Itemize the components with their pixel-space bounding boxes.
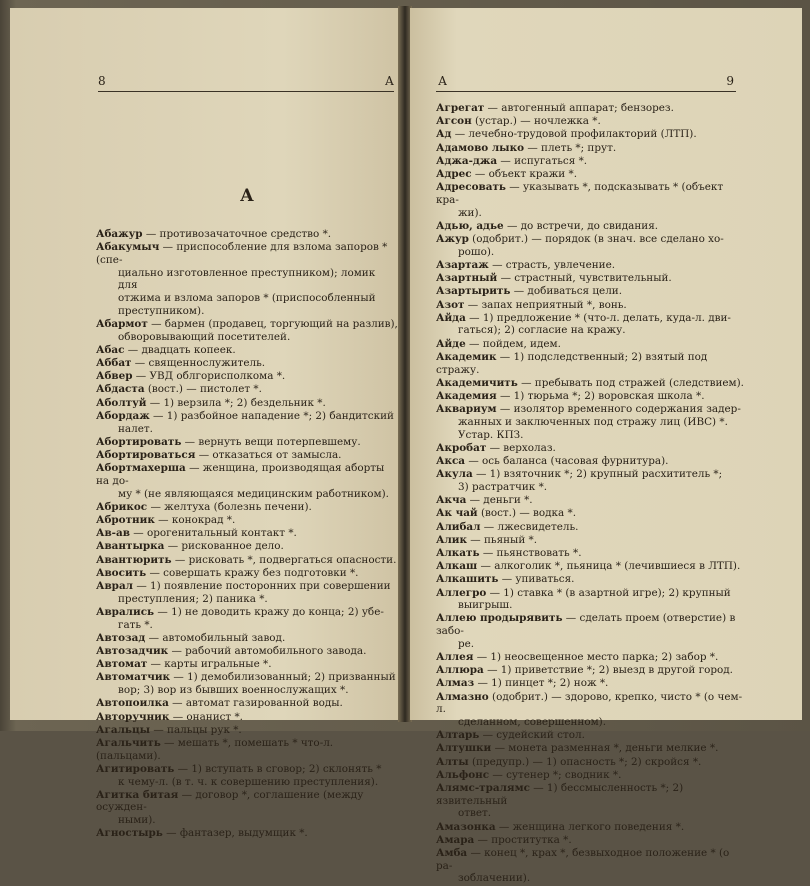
- dictionary-entry: [96, 554, 398, 567]
- entry-definition: преступником).: [118, 304, 205, 317]
- entry-definition: — отказаться от замысла.: [195, 448, 342, 461]
- entry-headword: Абортмахерша: [96, 462, 186, 475]
- dictionary-entry: [436, 782, 744, 820]
- entry-definition: — добиваться цели.: [510, 285, 623, 298]
- entry-definition: — рабочий автомобильного завода.: [168, 645, 367, 657]
- entry-definition: — лжесвидетель.: [480, 520, 579, 533]
- entry-definition: — проститутка *.: [474, 833, 572, 846]
- dictionary-entry: [96, 671, 398, 696]
- dictionary-entry: [436, 299, 744, 312]
- dictionary-entry: [96, 606, 398, 631]
- entry-definition: (устар.) — ночлежка *.: [471, 115, 601, 128]
- right-running-letter: А: [438, 74, 448, 88]
- entry-headword: Абротник: [96, 513, 155, 526]
- dictionary-entry: [436, 547, 744, 560]
- dictionary-entry: [436, 677, 744, 690]
- dictionary-entry: [96, 658, 398, 671]
- dictionary-entry: [436, 142, 744, 155]
- dictionary-entry: [436, 560, 744, 573]
- entry-definition: — 1) предложение * (что-л. делать, куда-л. дви-: [465, 311, 731, 324]
- entry-headword: Ажур: [436, 233, 469, 246]
- dictionary-entry: [436, 573, 744, 586]
- dictionary-entry: [436, 691, 744, 729]
- entry-definition: — изолятор временного содержания задер-: [496, 403, 741, 416]
- entry-definition: — 1) вступать в сговор; 2) склонять *: [174, 762, 382, 775]
- left-page: [10, 8, 400, 840]
- entry-definition: — ось баланса (часовая фурнитура).: [465, 454, 669, 467]
- entry-headword: Аббат: [96, 357, 132, 370]
- entry-definition: жанных и заключенных под стражу лиц (ИВС) *.: [458, 415, 728, 428]
- entry-headword: Агальчить: [96, 736, 161, 749]
- dictionary-entry: [96, 527, 398, 540]
- entry-definition: — 1) бессмысленность *; 2) язвительный: [436, 782, 684, 807]
- dictionary-entry: [96, 645, 398, 658]
- entry-definition: — объект кражи *.: [471, 168, 578, 181]
- entry-definition: — конокрад *.: [154, 513, 236, 526]
- dictionary-entry: [436, 507, 744, 520]
- dictionary-entry: [436, 664, 744, 677]
- entry-headword: Амара: [436, 833, 475, 846]
- dictionary-entry: [96, 567, 398, 580]
- entry-headword: Агностырь: [96, 827, 163, 840]
- entry-definition: — 1) пинцет *; 2) нож *.: [474, 677, 609, 690]
- dictionary-entry: [436, 455, 744, 468]
- entry-definition: — карты игральные *.: [147, 658, 272, 671]
- dictionary-entry: [436, 351, 744, 376]
- dictionary-entry: [436, 220, 744, 233]
- entry-definition: преступления; 2) паника *.: [118, 592, 268, 605]
- entry-definition: — указывать *, подсказывать * (объект кра-: [436, 181, 724, 206]
- entry-definition: циально изготовленное преступником); ломик для: [118, 266, 376, 292]
- entry-headword: Аджа-джа: [436, 154, 498, 167]
- entry-definition: отжима и взлома запоров * (приспособленный: [118, 292, 376, 305]
- entry-definition: — пальцы рук *.: [150, 723, 242, 736]
- entry-headword: Авосить: [96, 566, 147, 579]
- entry-headword: Алмазно: [436, 690, 489, 703]
- entry-definition: — противозачаточное средство *.: [142, 228, 332, 240]
- entry-definition: — желтуха (болезнь печени).: [147, 500, 312, 513]
- right-header-rule: [436, 91, 736, 92]
- entry-definition: — судейский стол.: [479, 729, 585, 742]
- right-page: [410, 8, 802, 885]
- entry-definition: — онанист *.: [169, 710, 243, 723]
- entry-definition: — пьяный *.: [467, 533, 538, 546]
- dictionary-entry: [436, 285, 744, 298]
- entry-headword: Ав-ав: [96, 527, 130, 540]
- entry-definition: — пребывать под стражей (следствием).: [517, 376, 744, 389]
- entry-definition: — женщина легкого поведения *.: [495, 820, 685, 833]
- right-running-head: [438, 74, 734, 88]
- entry-definition: — священнослужитель.: [131, 357, 266, 370]
- entry-definition: — алкоголик *, пьяница * (лечившиеся в ЛТП).: [477, 560, 741, 573]
- entry-headword: Адресовать: [436, 181, 506, 194]
- dictionary-entry: [436, 742, 744, 755]
- entry-headword: Агсон: [436, 115, 472, 128]
- entry-definition: — автомобильный завод.: [145, 631, 286, 644]
- dictionary-entry: [96, 697, 398, 710]
- entry-definition: жи).: [458, 206, 482, 219]
- entry-headword: Алик: [436, 533, 467, 546]
- entry-headword: Авантюрить: [96, 553, 172, 566]
- entry-headword: Ад: [436, 128, 452, 141]
- entry-headword: Аврал: [96, 579, 134, 592]
- dictionary-entry: [436, 534, 744, 547]
- entry-headword: Аллегро: [436, 586, 487, 599]
- entry-headword: Аллюра: [436, 664, 484, 677]
- dictionary-entry: [96, 318, 398, 343]
- entry-headword: Аллею продырявить: [436, 612, 563, 625]
- entry-headword: Аврались: [96, 605, 155, 618]
- dictionary-entry: [436, 834, 744, 847]
- dictionary-entry: [436, 102, 744, 115]
- entry-definition: — автогенный аппарат; бензорез.: [484, 102, 674, 114]
- entry-definition: му * (не являющаяся медицинским работником).: [118, 487, 389, 500]
- entry-headword: Адью, адье: [436, 219, 504, 232]
- entry-headword: Абордаж: [96, 409, 150, 422]
- dictionary-entry: [96, 410, 398, 435]
- right-entries: [436, 102, 744, 886]
- dictionary-entry: [436, 521, 744, 534]
- entry-headword: Автомат: [96, 658, 148, 671]
- entry-headword: Алты: [436, 755, 469, 768]
- entry-definition: — деньги *.: [466, 494, 533, 507]
- dictionary-entry: [436, 338, 744, 351]
- dictionary-entry: [96, 514, 398, 527]
- entry-headword: Аллея: [436, 651, 474, 664]
- dictionary-entry: [96, 462, 398, 500]
- dictionary-entry: [436, 181, 744, 219]
- left-page-number: 8: [98, 74, 106, 88]
- entry-definition: — женщина, производящая аборты на до-: [96, 462, 385, 487]
- dictionary-entry: [436, 587, 744, 612]
- entry-headword: Абажур: [96, 228, 143, 240]
- entry-headword: Агитировать: [96, 762, 175, 775]
- entry-definition: — 1) тюрьма *; 2) воровская школа *.: [496, 389, 705, 402]
- entry-headword: Акула: [436, 468, 473, 481]
- dictionary-entry: [96, 827, 398, 840]
- entry-definition: — автомат газированной воды.: [168, 697, 343, 710]
- dictionary-entry: [96, 228, 398, 241]
- entry-definition: (предупр.) — 1) опасность *; 2) скройся *.: [468, 755, 702, 768]
- entry-headword: Ак чай: [436, 507, 478, 520]
- dictionary-entry: [96, 737, 398, 762]
- dictionary-entry: [96, 724, 398, 737]
- entry-definition: — 1) подследственный; 2) взятый под стражу.: [436, 350, 708, 376]
- entry-definition: выигрыш.: [458, 599, 513, 612]
- entry-definition: рошо).: [458, 245, 495, 258]
- entry-headword: Автозадчик: [96, 645, 169, 657]
- entry-definition: ответ.: [458, 807, 492, 820]
- entry-definition: — 1) взяточник *; 2) крупный расхититель *;: [472, 468, 723, 481]
- dictionary-entry: [436, 233, 744, 258]
- entry-definition: зоблачении).: [458, 872, 531, 885]
- entry-headword: Академичить: [436, 376, 518, 389]
- entry-definition: — бармен (продавец, торгующий на разлив),: [147, 317, 398, 330]
- entry-definition: — 1) приветствие *; 2) выезд в другой город.: [483, 664, 733, 677]
- entry-headword: Абдаста: [96, 383, 145, 396]
- entry-definition: — упиваться.: [498, 573, 575, 586]
- entry-headword: Автопоилка: [96, 697, 169, 710]
- entry-definition: 3) растратчик *.: [458, 480, 548, 493]
- entry-headword: Авантырка: [96, 540, 165, 553]
- left-running-head: [98, 74, 394, 88]
- entry-headword: Амба: [436, 847, 468, 860]
- entry-headword: Айде: [436, 337, 466, 350]
- dictionary-entry: [436, 612, 744, 650]
- entry-definition: — рискованное дело.: [164, 540, 284, 553]
- entry-definition: Устар. КПЗ.: [458, 428, 524, 441]
- entry-definition: — договор *, соглашение (между осужден-: [96, 788, 364, 814]
- entry-definition: сделанном, совершенном).: [458, 716, 607, 729]
- entry-definition: — плеть *; прут.: [524, 141, 617, 154]
- entry-headword: Азартный: [436, 272, 498, 285]
- entry-definition: — конец *, крах *, безвыходное положение * (о ра-: [436, 847, 730, 872]
- entry-definition: — 1) неосвещенное место парка; 2) забор *.: [473, 651, 719, 664]
- dictionary-entry: [96, 436, 398, 449]
- entry-headword: Абортировать: [96, 435, 182, 448]
- entry-headword: Адрес: [436, 168, 472, 181]
- dictionary-entry: [436, 468, 744, 493]
- dictionary-entry: [96, 241, 398, 317]
- entry-headword: Алямс-тралямс: [436, 782, 530, 795]
- entry-headword: Альфонс: [436, 768, 490, 781]
- entry-headword: Алкаш: [436, 560, 478, 573]
- entry-definition: — 1) ставка * (в азартной игре); 2) крупный: [486, 586, 731, 599]
- left-entries: [96, 228, 398, 841]
- entry-definition: — сделать проем (отверстие) в забо-: [436, 612, 736, 638]
- entry-headword: Амазонка: [436, 820, 496, 833]
- entry-definition: — фантазер, выдумщик *.: [162, 827, 308, 840]
- entry-headword: Азот: [436, 298, 465, 311]
- entry-definition: (вост.) — водка *.: [477, 507, 577, 520]
- dictionary-entry: [436, 259, 744, 272]
- entry-definition: ре.: [458, 637, 475, 650]
- dictionary-entry: [96, 580, 398, 605]
- dictionary-entry: [96, 370, 398, 383]
- entry-headword: Агальцы: [96, 723, 151, 736]
- entry-headword: Аквариум: [436, 403, 497, 416]
- dictionary-entry: [436, 155, 744, 168]
- entry-definition: обворовывающий посетителей.: [118, 330, 291, 343]
- entry-definition: вор; 3) вор из бывших военнослужащих *.: [118, 684, 349, 697]
- dictionary-entry: [436, 377, 744, 390]
- dictionary-entry: [436, 442, 744, 455]
- dictionary-entry: [436, 821, 744, 834]
- entry-definition: — приспособление для взлома запоров * (спе-: [96, 241, 388, 266]
- dictionary-entry: [96, 449, 398, 462]
- entry-definition: гаться); 2) согласие на кражу.: [458, 324, 626, 337]
- entry-definition: — рисковать *, подвергаться опасности.: [171, 553, 397, 566]
- entry-headword: Акча: [436, 494, 467, 507]
- entry-headword: Автоматчик: [96, 671, 171, 684]
- entry-headword: Абас: [96, 343, 125, 356]
- dictionary-entry: [96, 763, 398, 788]
- entry-definition: — запах неприятный *, вонь.: [464, 298, 627, 311]
- entry-definition: — пойдем, идем.: [465, 337, 561, 350]
- entry-headword: Адамово лыко: [436, 141, 525, 154]
- dictionary-entry: [96, 344, 398, 357]
- dictionary-entry: [436, 390, 744, 403]
- dictionary-entry: [96, 357, 398, 370]
- dictionary-entry: [96, 383, 398, 396]
- entry-definition: ными).: [118, 814, 156, 827]
- entry-headword: Агрегат: [436, 102, 485, 114]
- entry-definition: — мешать *, помешать * что-л. (пальцами).: [96, 736, 334, 762]
- entry-definition: — вернуть вещи потерпевшему.: [181, 435, 361, 448]
- dictionary-entry: [96, 540, 398, 553]
- entry-definition: налет.: [118, 422, 153, 435]
- entry-definition: (одобрит.) — здорово, крепко, чисто * (о чем-л.: [436, 690, 743, 716]
- entry-headword: Азартырить: [436, 285, 511, 298]
- dictionary-entry: [96, 711, 398, 724]
- dictionary-entry: [436, 651, 744, 664]
- entry-headword: Азартаж: [436, 258, 489, 271]
- dictionary-entry: [436, 115, 744, 128]
- left-running-letter: А: [384, 74, 394, 88]
- entry-definition: — монета разменная *, деньги мелкие *.: [491, 742, 719, 755]
- entry-definition: (одобрит.) — порядок (в знач. все сделано хо-: [468, 233, 724, 246]
- entry-definition: гать *.: [118, 618, 153, 631]
- entry-definition: — орогенитальный контакт *.: [129, 527, 297, 540]
- right-page-number: 9: [726, 74, 734, 88]
- dictionary-entry: [436, 128, 744, 141]
- entry-headword: Алтарь: [436, 729, 480, 742]
- entry-headword: Алибал: [436, 520, 481, 533]
- entry-headword: Алмаз: [436, 677, 475, 690]
- entry-definition: — 1) появление посторонних при совершении: [133, 579, 391, 592]
- entry-headword: Алтушки: [436, 742, 492, 755]
- dictionary-entry: [436, 729, 744, 742]
- entry-headword: Айда: [436, 311, 466, 324]
- dictionary-entry: [436, 312, 744, 337]
- entry-headword: Авторучник: [96, 710, 170, 723]
- entry-definition: — 1) демобилизованный; 2) призванный: [170, 671, 396, 684]
- entry-headword: Академик: [436, 350, 497, 363]
- entry-definition: — УВД облгорисполкома *.: [132, 370, 286, 383]
- entry-headword: Акса: [436, 454, 466, 467]
- dictionary-entry: [96, 397, 398, 410]
- dictionary-entry: [436, 403, 744, 441]
- entry-headword: Академия: [436, 389, 497, 402]
- dictionary-entry: [436, 756, 744, 769]
- dictionary-entry: [436, 847, 744, 885]
- entry-definition: — двадцать копеек.: [124, 343, 236, 356]
- entry-definition: — пьянствовать *.: [479, 546, 582, 559]
- entry-headword: Акробат: [436, 441, 487, 454]
- left-header-rule: [98, 91, 394, 92]
- dictionary-entry: [96, 501, 398, 514]
- entry-headword: Аболтуй: [96, 396, 147, 409]
- entry-definition: — 1) верзила *; 2) бездельник *.: [146, 396, 326, 409]
- dictionary-entry: [96, 632, 398, 645]
- entry-definition: — 1) не доводить кражу до конца; 2) убе-: [154, 605, 384, 618]
- dictionary-entry: [436, 494, 744, 507]
- entry-definition: — 1) разбойное нападение *; 2) бандитский: [149, 409, 394, 422]
- dictionary-entry: [436, 769, 744, 782]
- entry-definition: (вост.) — пистолет *.: [144, 383, 262, 396]
- dictionary-entry: [436, 168, 744, 181]
- entry-headword: Алкать: [436, 546, 480, 559]
- entry-headword: Алкашить: [436, 573, 499, 586]
- entry-headword: Абрикос: [96, 500, 148, 513]
- entry-definition: — испугаться *.: [497, 154, 588, 167]
- entry-definition: — сутенер *; сводник *.: [489, 768, 622, 781]
- entry-definition: к чему-л. (в т. ч. к совершению преступления).: [118, 775, 379, 788]
- entry-definition: — совершать кражу без подготовки *.: [146, 566, 359, 579]
- dictionary-entry: [96, 789, 398, 827]
- entry-headword: Абортироваться: [96, 448, 196, 461]
- entry-definition: — верхолаз.: [486, 441, 556, 454]
- entry-headword: Агитка битая: [96, 788, 179, 801]
- entry-headword: Абармот: [96, 317, 148, 330]
- entry-headword: Абакумыч: [96, 241, 160, 254]
- entry-definition: — до встречи, до свидания.: [503, 219, 659, 232]
- entry-headword: Автозад: [96, 631, 146, 644]
- entry-definition: — лечебно-трудовой профилакторий (ЛТП).: [451, 128, 697, 141]
- entry-definition: — страсть, увлечение.: [488, 258, 616, 271]
- dictionary-entry: [436, 272, 744, 285]
- section-letter: А: [240, 186, 254, 206]
- entry-headword: Абвер: [96, 370, 133, 383]
- entry-definition: — страстный, чувствительный.: [497, 272, 672, 285]
